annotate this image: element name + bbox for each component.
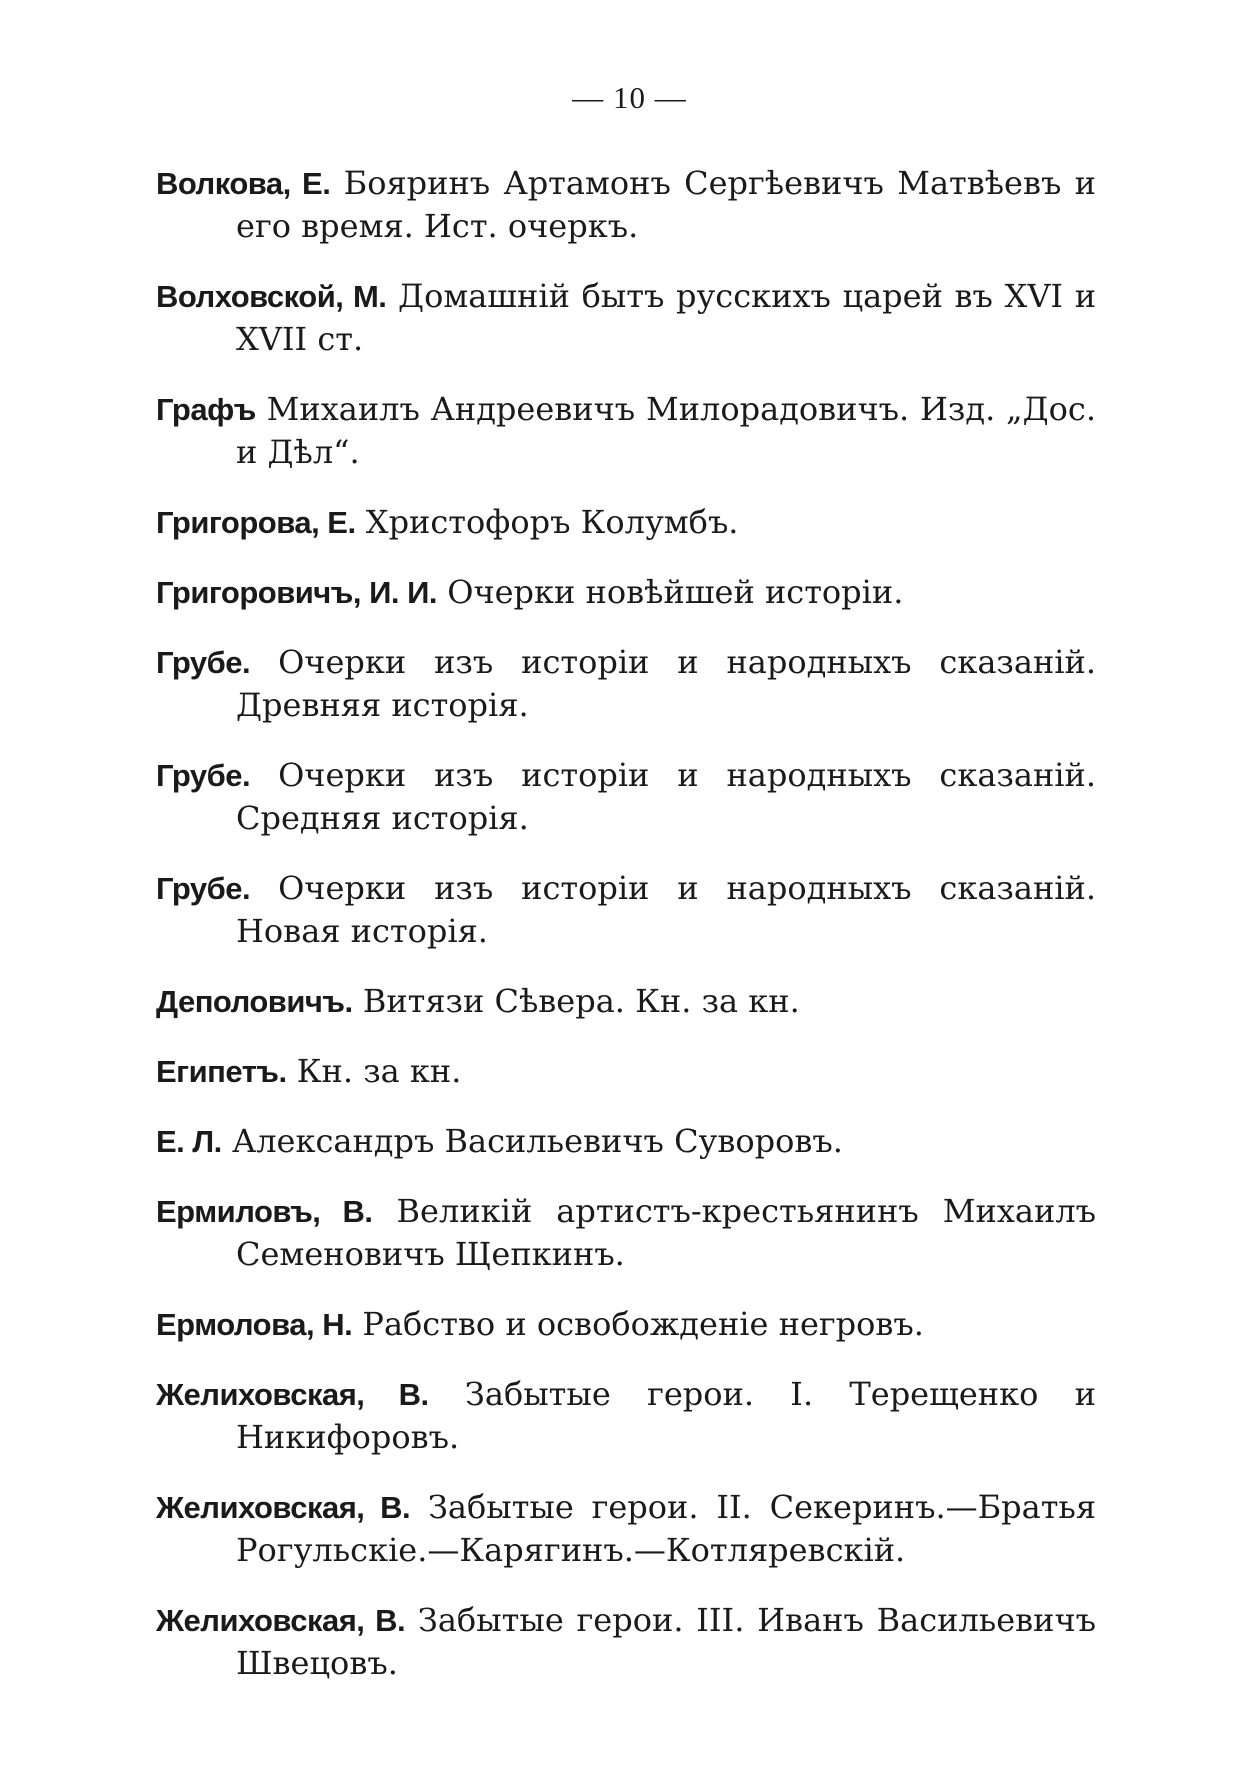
entry-title: Очерки изъ исторіи и народныхъ сказаній. Средняя исторія.: [236, 756, 1097, 837]
entry-title: Кн. за кн.: [296, 1052, 462, 1090]
list-item: [156, 1303, 1096, 1346]
list-item: [156, 1373, 1096, 1459]
entry-author: Ермолова, Н.: [156, 1307, 353, 1342]
list-item: [156, 1599, 1096, 1685]
entry-author: Желиховская, В.: [156, 1603, 406, 1638]
entry-author: Египетъ.: [156, 1054, 287, 1089]
entry-author: Ермиловъ, В.: [156, 1194, 373, 1229]
entry-title: Очерки изъ исторіи и народныхъ сказаній. Древняя исторія.: [236, 643, 1097, 724]
entry-author: Грубе.: [156, 871, 251, 906]
list-item: [156, 162, 1096, 248]
list-item: [156, 501, 1096, 544]
entry-author: Грубе.: [156, 758, 251, 793]
bibliography-list: [156, 162, 1096, 1712]
list-item: [156, 867, 1096, 953]
page-number: — 10 —: [572, 80, 687, 115]
list-item: [156, 1190, 1096, 1276]
list-item: [156, 275, 1096, 361]
entry-title: Бояринъ Артамонъ Сергѣевичъ Матвѣевъ и его время. Ист. очеркъ.: [236, 164, 1097, 245]
list-item: [156, 1050, 1096, 1093]
list-item: [156, 980, 1096, 1023]
entry-title: Забытые герои. I. Терещенко и Никифоровъ.: [236, 1375, 1097, 1456]
entry-author: Желиховская, В.: [156, 1377, 429, 1412]
entry-title: Михаилъ Андреевичъ Милорадовичъ. Изд. „Дос. и Дѣл“.: [236, 390, 1097, 471]
entry-author: Е. Л.: [156, 1124, 222, 1159]
entry-title: Очерки изъ исторіи и народныхъ сказаній. Новая исторія.: [236, 869, 1097, 950]
entry-author: Григорова, Е.: [156, 505, 356, 540]
entry-author: Графъ: [156, 392, 256, 427]
entry-title: Забытые герои. III. Иванъ Васильевичъ Швецовъ.: [236, 1601, 1097, 1682]
entry-title: Александръ Васильевичъ Суворовъ.: [231, 1122, 843, 1160]
entry-title: Христофоръ Колумбъ.: [365, 503, 739, 541]
entry-author: Волкова, Е.: [156, 166, 331, 201]
entry-title: Забытые герои. II. Секеринъ.—Братья Рогульскіе.—Карягинъ.—Котляревскій.: [236, 1488, 1097, 1569]
list-item: [156, 571, 1096, 614]
entry-author: Волховской, М.: [156, 279, 387, 314]
list-item: [156, 754, 1096, 840]
entry-author: Грубе.: [156, 645, 251, 680]
entry-title: Домашній бытъ русскихъ царей въ XVI и XVII ст.: [236, 277, 1097, 358]
entry-title: Витязи Сѣвера. Кн. за кн.: [362, 982, 800, 1020]
entry-author: Деполовичъ.: [156, 984, 353, 1019]
entry-title: Очерки новѣйшей исторіи.: [447, 573, 904, 611]
list-item: [156, 1486, 1096, 1572]
list-item: [156, 1120, 1096, 1163]
entry-author: Желиховская, В.: [156, 1490, 411, 1525]
list-item: [156, 388, 1096, 474]
list-item: [156, 641, 1096, 727]
entry-title: Рабство и освобожденіе негровъ.: [362, 1305, 924, 1343]
entry-title: Великій артистъ-крестьянинъ Михаилъ Семеновичъ Щепкинъ.: [236, 1192, 1096, 1273]
entry-author: Григоровичъ, И. И.: [156, 575, 438, 610]
